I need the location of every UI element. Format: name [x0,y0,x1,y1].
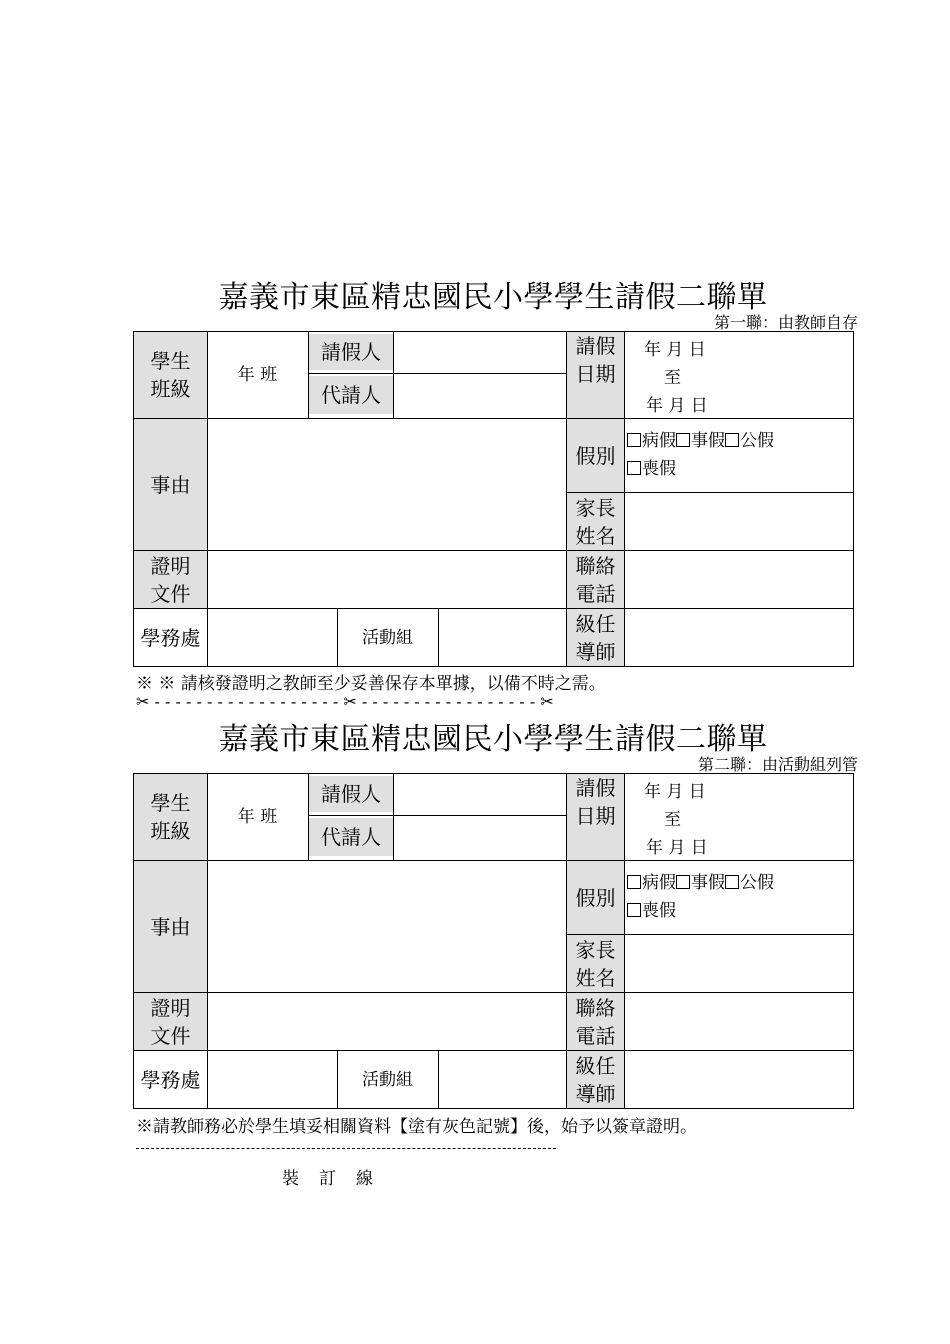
parent-name-label [567,493,624,550]
grid-line [438,1050,439,1109]
leave-label: 請假 [575,776,616,800]
leave-type-label [567,419,624,492]
option-personal-label: 事假 [691,873,725,893]
activity-label [337,609,438,666]
proof-label [134,551,207,608]
grid-line [133,418,854,419]
form2-table [133,773,854,1109]
grid-line [133,860,854,861]
date-from: 年 月 日 [644,340,706,360]
form1-table [133,331,854,667]
leave-type-options [627,427,853,490]
date-to: 年 月 日 [646,396,708,416]
date-to: 年 月 日 [646,838,708,858]
class-label: 班級 [150,377,191,401]
grade-class-field[interactable] [207,332,308,418]
date-to-word: 至 [664,368,681,388]
grid-line [133,550,854,551]
applicant-label [309,334,393,370]
name-label: 姓名 [575,965,616,990]
option-bereavement[interactable] [627,459,676,479]
checkbox-icon [627,875,641,889]
proxy-text: 代請人 [321,825,381,849]
date-from: 年 月 日 [644,782,706,802]
checkbox-icon [627,461,641,475]
activity-text: 活動組 [362,1069,413,1090]
option-sick[interactable] [627,431,676,451]
parent-name-label [567,935,624,992]
reason-label [134,419,207,550]
binding-dash-line [136,1148,556,1149]
grid-line [337,608,338,667]
student-label: 學生 [150,349,191,373]
proof-label-1: 證明 [150,995,191,1020]
reason-text: 事由 [150,914,191,939]
grid-line [337,1050,338,1109]
option-bereavement-label: 喪假 [642,459,676,479]
grid-line [393,331,394,418]
form2-subtitle: 第二聯：由活動組列管 [697,755,858,774]
option-sick[interactable] [627,873,676,893]
option-official-label: 公假 [740,431,774,451]
proof-label-2: 文件 [150,581,191,606]
option-official[interactable] [725,431,774,451]
office-text: 學務處 [140,625,201,650]
teacher-sign[interactable] [624,609,853,666]
teacher-label-2: 導師 [575,1081,616,1106]
student-class-label [134,332,207,418]
option-sick-label: 病假 [642,873,676,893]
option-personal[interactable] [676,873,725,893]
option-official[interactable] [725,873,774,893]
checkbox-icon [676,433,690,447]
teacher-label-1: 級任 [575,611,616,636]
reason-text: 事由 [150,472,191,497]
activity-sign[interactable] [438,1051,566,1108]
grade-class-field[interactable] [207,774,308,860]
option-personal-label: 事假 [691,431,725,451]
option-sick-label: 病假 [642,431,676,451]
form1-title: 嘉義市東區精忠國民小學學生請假二聯單 [218,280,768,315]
binding-line-label: 裝訂線 [282,1169,393,1189]
grid-line [393,773,394,860]
form2-title: 嘉義市東區精忠國民小學學生請假二聯單 [218,722,768,757]
proxy-field[interactable] [393,374,566,417]
option-personal[interactable] [676,431,725,451]
leave-date-label [567,332,624,418]
checkbox-icon [627,903,641,917]
leave-type-text: 假別 [575,885,616,910]
grid-line [207,331,208,667]
grid-line [624,331,625,667]
grid-line [133,608,854,609]
class-label: 班級 [150,819,191,843]
phone-field[interactable] [624,993,853,1050]
applicant-field[interactable] [393,774,566,815]
activity-text: 活動組 [362,627,413,648]
applicant-label [309,776,393,812]
leave-date-field[interactable] [624,774,853,860]
option-bereavement[interactable] [627,901,676,921]
student-affairs-sign[interactable] [207,1051,337,1108]
reason-label [134,861,207,992]
leave-date-label [567,774,624,860]
grid-line [308,331,309,418]
leave-date-field[interactable] [624,332,853,418]
parent-name-field[interactable] [624,935,853,992]
parent-label: 家長 [575,937,616,962]
reason-field[interactable] [207,419,566,550]
phone-label [567,993,624,1050]
proof-label-2: 文件 [150,1023,191,1048]
parent-label: 家長 [575,495,616,520]
checkbox-icon [725,433,739,447]
student-affairs-sign[interactable] [207,609,337,666]
grid-line [566,773,567,1109]
phone-label-2: 電話 [575,581,616,606]
proxy-text: 代請人 [321,383,381,407]
checkbox-icon [725,875,739,889]
proof-field[interactable] [207,993,566,1050]
teacher-label [567,609,624,666]
option-official-label: 公假 [740,873,774,893]
form1-subtitle: 第一聯：由教師自存 [713,313,858,332]
grade-class-text: 年 班 [237,807,278,827]
proof-label-1: 證明 [150,553,191,578]
checkbox-icon [676,875,690,889]
activity-label [337,1051,438,1108]
applicant-text: 請假人 [321,340,381,364]
applicant-field[interactable] [393,332,566,373]
phone-field[interactable] [624,551,853,608]
grid-line [133,1050,854,1051]
leave-type-text: 假別 [575,443,616,468]
grid-line [308,773,309,860]
proxy-label [309,818,393,856]
grid-line [624,773,625,1109]
proof-field[interactable] [207,551,566,608]
teacher-label [567,1051,624,1108]
student-affairs-label [134,1051,207,1108]
date-to-word: 至 [664,810,681,830]
leave-type-label [567,861,624,934]
note-keep-receipt: ※ ※ 請核發證明之教師至少妥善保存本單據，以備不時之需。 [136,674,606,694]
activity-sign[interactable] [438,609,566,666]
name-label: 姓名 [575,523,616,548]
proof-label [134,993,207,1050]
phone-label-1: 聯絡 [575,995,616,1020]
cut-line: ✂ - - - - - - - - - - - - - - - - - - ✂ - - - - - - - - - - - - - - - - - ✂ [136,692,554,711]
option-bereavement-label: 喪假 [642,901,676,921]
date-label: 日期 [575,804,616,828]
office-text: 學務處 [140,1067,201,1092]
parent-name-field[interactable] [624,493,853,550]
grade-class-text: 年 班 [237,365,278,385]
grid-line [566,934,854,935]
leave-label: 請假 [575,334,616,358]
leave-type-options [627,869,853,932]
proxy-label [309,376,393,414]
proxy-field[interactable] [393,816,566,859]
grid-line [566,492,854,493]
student-affairs-label [134,609,207,666]
reason-field[interactable] [207,861,566,992]
note-fill-gray: ※請教師務必於學生填妥相關資料【塗有灰色記號】後，始予以簽章證明。 [136,1117,697,1137]
grid-line [308,373,566,374]
teacher-label-1: 級任 [575,1053,616,1078]
phone-label [567,551,624,608]
grid-line [308,815,566,816]
grid-line [438,608,439,667]
date-label: 日期 [575,362,616,386]
grid-line [207,773,208,1109]
checkbox-icon [627,433,641,447]
grid-line [133,992,854,993]
phone-label-1: 聯絡 [575,553,616,578]
grid-line [566,331,567,667]
student-class-label [134,774,207,860]
applicant-text: 請假人 [321,782,381,806]
teacher-label-2: 導師 [575,639,616,664]
student-label: 學生 [150,791,191,815]
phone-label-2: 電話 [575,1023,616,1048]
teacher-sign[interactable] [624,1051,853,1108]
